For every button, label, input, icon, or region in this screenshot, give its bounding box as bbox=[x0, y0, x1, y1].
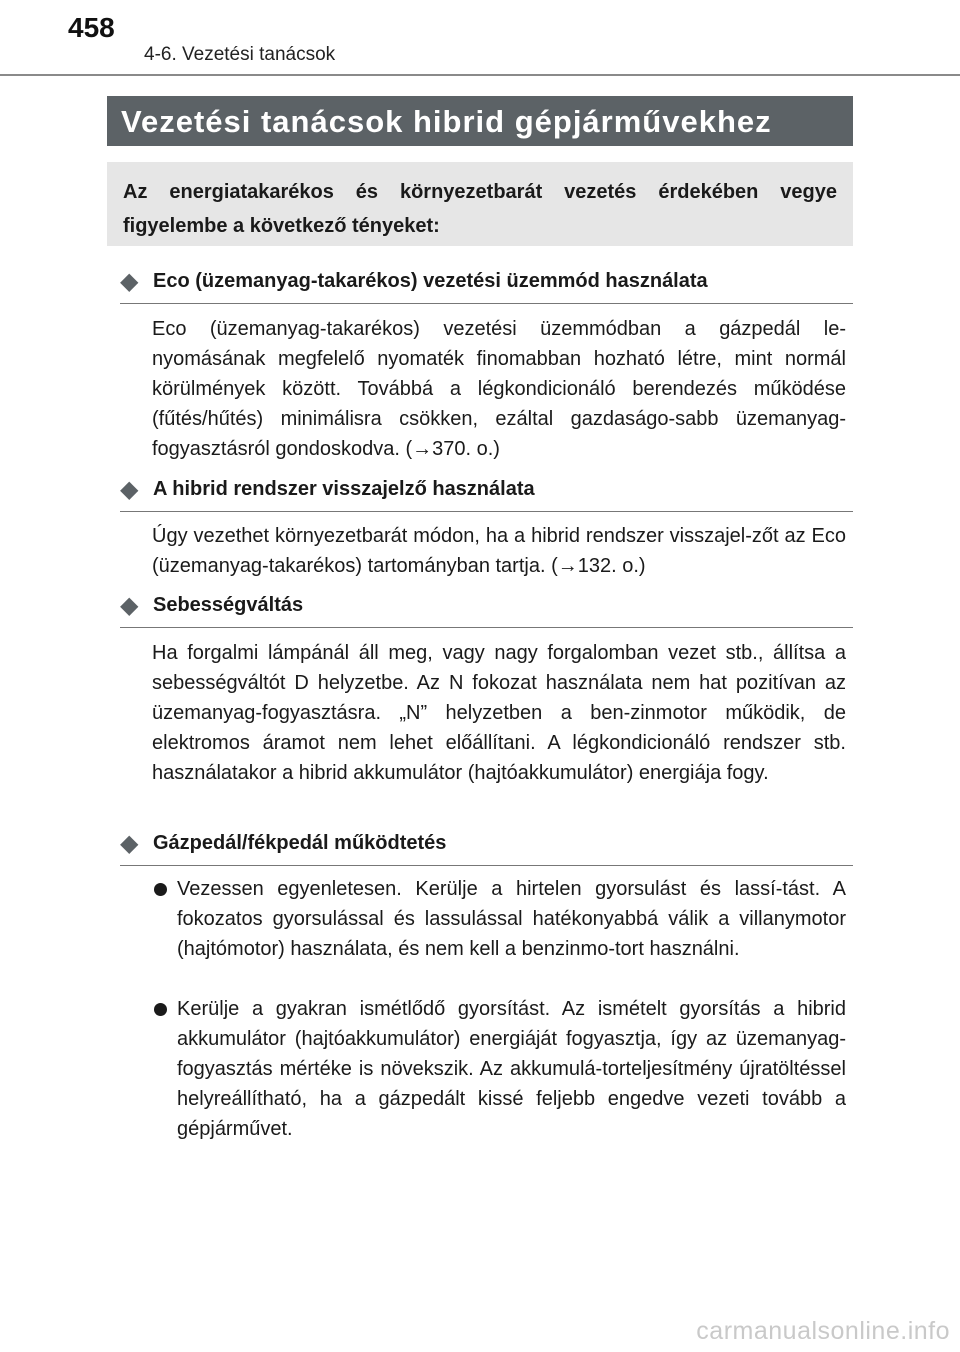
section-heading-text: A hibrid rendszer visszajelző használata bbox=[153, 478, 535, 500]
heading-rule bbox=[120, 303, 853, 304]
section-heading-text: Eco (üzemanyag-takarékos) vezetési üzemmód használata bbox=[153, 270, 708, 292]
section-heading-gear-shift bbox=[120, 592, 853, 628]
section-label: 4-6. Vezetési tanácsok bbox=[144, 44, 336, 65]
intro-box bbox=[107, 162, 853, 246]
diamond-icon: ◆ bbox=[120, 592, 139, 619]
list-item-text: Kerülje a gyakran ismétlődő gyorsítást. Az ismételt gyorsítás a hibrid akkumulátor (hajtóakkumulátor) energiáját fogyasztja, így az üzemanyag-fogyasztás mértéke is növekszik. Az akkumulá-torteljesítmény újratöltéssel helyreállítható, ha a gázpedált kissé feljebb engedve vezeti tovább a gépjárművet. bbox=[177, 998, 846, 1140]
heading-rule bbox=[120, 865, 853, 866]
section-paragraph-hybrid-indicator: Úgy vezethet környezetbarát módon, ha a hibrid rendszer visszajel-zőt az Eco (üzemanyag-takarékos) tartományban tartja. (→132. o.) bbox=[152, 525, 846, 577]
section-heading-text: Sebességváltás bbox=[153, 594, 304, 616]
list-item-text: Vezessen egyenletesen. Kerülje a hirtelen gyorsulást és lassí-tást. A fokozatos gyorsulással és lassulással hatékonyabbá válik a villanymotor (hajtómotor) használata, és nem kell a benzinmo-tort használni. bbox=[177, 878, 846, 960]
section-heading-eco bbox=[120, 268, 853, 304]
section-paragraph-gear-shift: Ha forgalmi lámpánál áll meg, vagy nagy forgalomban vezet stb., állítsa a sebességváltót D helyzetbe. Az N fokozat használata nem hat pozitívan az üzemanyag-fogyasztásra. „N” helyzetben a ben-zinmotor működik, de elektromos áramot nem lehet előállítani. A légkondicionáló rendszer stb. használatakor a hibrid akkumulátor (hajtóakkumulátor) energiája fogy. bbox=[152, 642, 846, 784]
heading-rule bbox=[120, 511, 853, 512]
section-heading-pedal bbox=[120, 830, 853, 866]
section-heading-text: Gázpedál/fékpedál működtetés bbox=[153, 832, 447, 854]
diamond-icon: ◆ bbox=[120, 476, 139, 503]
section-heading-hybrid-indicator bbox=[120, 476, 853, 512]
heading-rule bbox=[120, 627, 853, 628]
bullet-icon bbox=[154, 883, 167, 896]
header-rule bbox=[0, 74, 960, 76]
intro-text: Az energiatakarékos és környezetbarát vezetés érdekében vegye figyelembe a következő tényeket: bbox=[123, 181, 837, 237]
title-bar bbox=[107, 96, 853, 146]
bullet-icon bbox=[154, 1003, 167, 1016]
page-number: 458 bbox=[68, 12, 115, 43]
section-paragraph-eco: Eco (üzemanyag-takarékos) vezetési üzemmódban a gázpedál le-nyomásának megfelelő nyomaték finomabban hozható létre, mint normál körülmények között. Továbbá a légkondicionáló berendezés működése (fűtés/hűtés) minimálisra csökken, ezáltal gazdaságo-sabb üzemanyag-fogyasztásról gondoskodva. (→370. o.) bbox=[152, 318, 846, 460]
diamond-icon: ◆ bbox=[120, 268, 139, 295]
diamond-icon: ◆ bbox=[120, 830, 139, 857]
watermark: carmanualsonline.info bbox=[696, 1317, 950, 1345]
page-title: Vezetési tanácsok hibrid gépjárművekhez bbox=[121, 104, 772, 139]
